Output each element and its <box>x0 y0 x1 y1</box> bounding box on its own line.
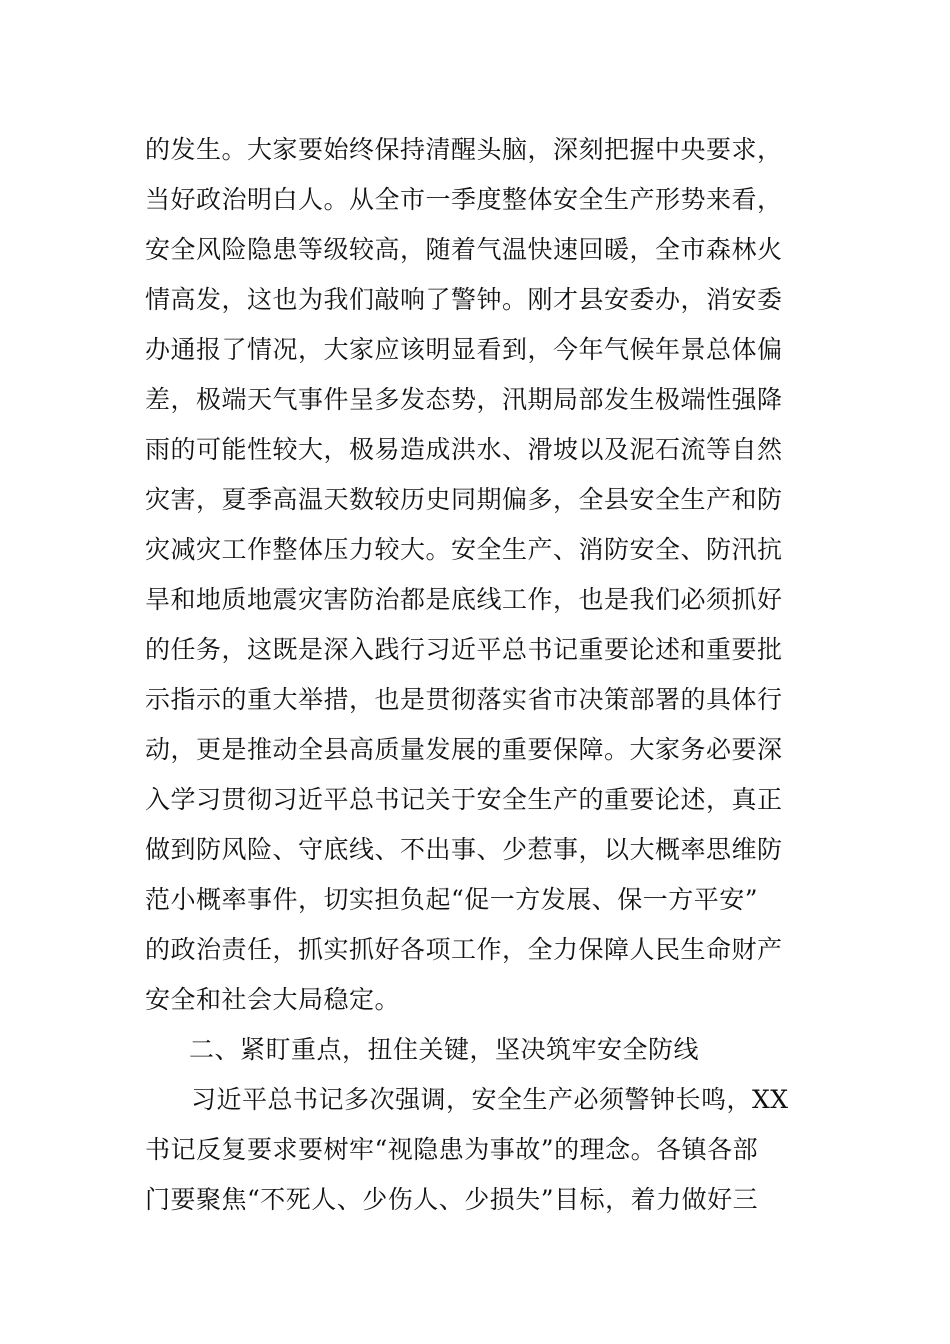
document-body <box>145 125 810 1225</box>
text-line: 范小概率事件，切实担负起“促一方发展、保一方平安” <box>145 885 759 914</box>
text-line: 示指示的重大举措，也是贯彻落实省市决策部署的具体行 <box>145 685 783 714</box>
text-line: 差，极端天气事件呈多发态势，汛期局部发生极端性强降 <box>145 385 783 414</box>
text-line: 书记反复要求要树牢“视隐患为事故”的理念。各镇各部 <box>145 1135 759 1164</box>
text-line: 动，更是推动全县高质量发展的重要保障。大家务必要深 <box>145 735 783 764</box>
text-line: 灾减灾工作整体压力较大。安全生产、消防安全、防汛抗 <box>145 535 783 564</box>
text-line: 安全风险隐患等级较高，随着气温快速回暖，全市森林火 <box>145 235 783 264</box>
text-line: 的发生。大家要始终保持清醒头脑，深刻把握中央要求， <box>145 135 783 164</box>
text-line: 做到防风险、守底线、不出事、少惹事，以大概率思维防 <box>145 835 783 864</box>
text-line: 当好政治明白人。从全市一季度整体安全生产形势来看， <box>145 185 783 214</box>
text-line: 灾害，夏季高温天数较历史同期偏多，全县安全生产和防 <box>145 485 783 514</box>
section-heading: 二、紧盯重点，扭住关键，坚决筑牢安全防线 <box>189 1035 700 1064</box>
text-line: 的任务，这既是深入践行习近平总书记重要论述和重要批 <box>145 635 783 664</box>
text-line: 习近平总书记多次强调，安全生产必须警钟长鸣，XX <box>191 1085 789 1114</box>
paragraph-2 <box>145 1075 810 1225</box>
paragraph-1 <box>145 125 810 1025</box>
text-line: 安全和社会大局稳定。 <box>145 985 401 1014</box>
text-line: 入学习贯彻习近平总书记关于安全生产的重要论述，真正 <box>145 785 783 814</box>
text-line: 办通报了情况，大家应该明显看到，今年气候年景总体偏 <box>145 335 783 364</box>
text-line: 门要聚焦“不死人、少伤人、少损失”目标，着力做好三 <box>145 1185 759 1214</box>
text-line: 情高发，这也为我们敲响了警钟。刚才县安委办，消安委 <box>145 285 783 314</box>
text-line: 雨的可能性较大，极易造成洪水、滑坡以及泥石流等自然 <box>145 435 783 464</box>
text-line: 旱和地质地震灾害防治都是底线工作，也是我们必须抓好 <box>145 585 783 614</box>
text-line: 的政治责任，抓实抓好各项工作，全力保障人民生命财产 <box>145 935 783 964</box>
